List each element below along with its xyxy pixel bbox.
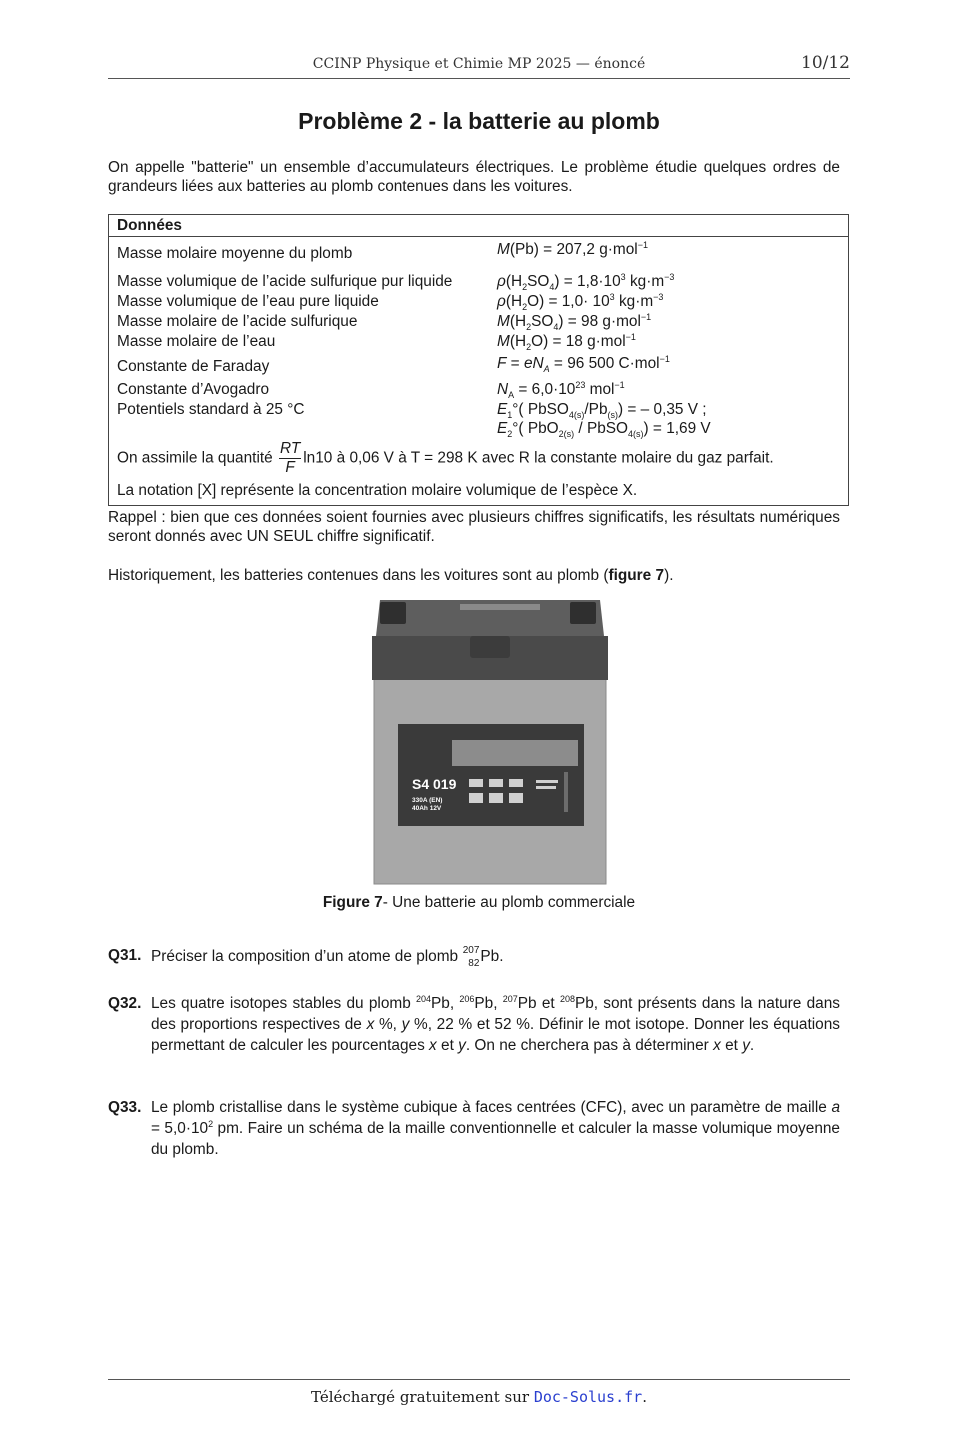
data-value-molar-mass-h2so4: $M(H_2SO_4) = 98$ g·mol$^{-1}$	[497, 311, 652, 333]
question-number: Q33.	[108, 1099, 142, 1116]
battery-spec-current: 330A (EN)	[412, 797, 443, 804]
data-value-potential-e2: $E_2^\circ$( PbO$_{2(s)}$ / PbSO$_{4(s)}$) = 1,69 V	[497, 420, 711, 440]
data-heading: Données	[117, 217, 182, 234]
history-paragraph: Historiquement, les batteries contenues dans les voitures sont au plomb (figure 7).	[108, 567, 674, 584]
doc-solus-link[interactable]: Doc-Solus.fr	[533, 1388, 643, 1406]
page-header	[108, 52, 850, 79]
page-number: 10/12	[801, 53, 850, 73]
data-label-density-h2so4: Masse volumique de l’acide sulfurique pur liquide	[117, 273, 453, 290]
notation-line: La notation [X] représente la concentration molaire volumique de l’espèce X.	[117, 482, 638, 499]
rt-over-f-fraction: $\frac{RT}{F}$	[279, 440, 301, 476]
battery-model-text: S4 019	[412, 776, 457, 792]
data-value-molar-mass-water: $M(H_2O) = 18$ g·mol$^{-1}$	[497, 331, 636, 353]
figure-caption: Figure 7- Une batterie au plomb commerciale	[322, 894, 636, 911]
question-text: Les quatre isotopes stables du plomb $^{204}$Pb, $^{206}$Pb, $^{207}$Pb et $^{208}$Pb, sont présents dans la nature dans des proportions respectives de x %, y %, 22 % et 52 %. Définir le mot isotope. Donner les équations permettant de calculer les pourcentages x et y. On ne cherchera pas à déterminer x et y.	[151, 993, 840, 1054]
header-title: CCINP Physique et Chimie MP 2025 — énoncé	[312, 56, 646, 72]
question-text: Le plomb cristallise dans le système cubique à faces centrées (CFC), avec un paramètre de maille $a = 5,0\cdot 10^2$ pm. Faire un schéma de la maille conventionnelle et calculer la masse volumique moyenne du plomb.	[151, 1099, 840, 1158]
question-text: Préciser la composition d’un atome de plomb 207 82 Pb.	[151, 945, 504, 969]
battery-terminal-right	[570, 602, 596, 624]
data-value-potential-e1: $E_1^\circ$( $PbSO_{4(s)}/Pb_{(s)}$) = – 0,35 V ;	[497, 401, 707, 421]
question-number: Q31.	[108, 947, 142, 964]
data-label-faraday: Constante de Faraday	[117, 358, 270, 375]
data-label-avogadro: Constante d’Avogadro	[117, 381, 270, 398]
battery-terminal-left	[380, 602, 406, 624]
data-table-header	[109, 215, 848, 237]
question-31	[108, 945, 840, 967]
data-table	[108, 214, 849, 506]
battery-spec-capacity: 40Ah 12V	[412, 805, 442, 812]
data-value-density-h2so4: $\rho(H_2SO_4) = 1,8\cdot 10^3$ $kg\cdot m^{-3}$	[497, 271, 675, 293]
problem-title: Problème 2 - la batterie au plomb	[298, 108, 660, 134]
reminder-paragraph: Rappel : bien que ces données soient fournies avec plusieurs chiffres significatifs, les résultats numériques seront donnés avec UN SEUL chiffre significatif.	[108, 509, 840, 545]
data-label-standard-potentials: Potentiels standard à 25 °C	[117, 401, 305, 418]
data-value-avogadro: $N_A = 6,0\cdot 10^{23}$ mol$^{-1}$	[497, 379, 625, 401]
question-32	[108, 993, 840, 1056]
lead-nuclide: 207 82	[462, 945, 480, 969]
battery-handle	[470, 636, 510, 658]
data-value-density-water: $\rho(H_2O) = 1,0\cdot 10^3$ $kg\cdot m^{-3}$	[497, 291, 664, 313]
footer-divider	[108, 1379, 850, 1380]
data-label-density-water: Masse volumique de l’eau pure liquide	[117, 293, 379, 310]
data-label-molar-mass-water: Masse molaire de l’eau	[117, 333, 276, 350]
battery-photo	[370, 596, 610, 886]
data-label-molar-mass-h2so4: Masse molaire de l’acide sulfurique	[117, 313, 358, 330]
data-label-molar-mass-lead: Masse molaire moyenne du plomb	[117, 245, 353, 262]
intro-paragraph: On appelle "batterie" un ensemble d’accumulateurs électriques. Le problème étudie quelques ordres de grandeurs liées aux batteries au plomb contenues dans les voitures.	[108, 159, 840, 195]
data-value-molar-mass-lead: M(Pb) = 207,2 g·mol$^{-1}$	[497, 239, 648, 258]
question-number: Q32.	[108, 995, 142, 1012]
page-footer: Téléchargé gratuitement sur Doc-Solus.fr.	[311, 1388, 647, 1406]
data-value-faraday: $F = eN_A = 96$ 500 C·mol$^{-1}$	[497, 353, 670, 375]
approximation-line: On assimile la quantité $\frac{RT}{F}$ ln10 à 0,06 V à T = 298 K avec R la constante molaire du gaz parfait.	[117, 440, 774, 476]
question-33	[108, 1097, 840, 1160]
